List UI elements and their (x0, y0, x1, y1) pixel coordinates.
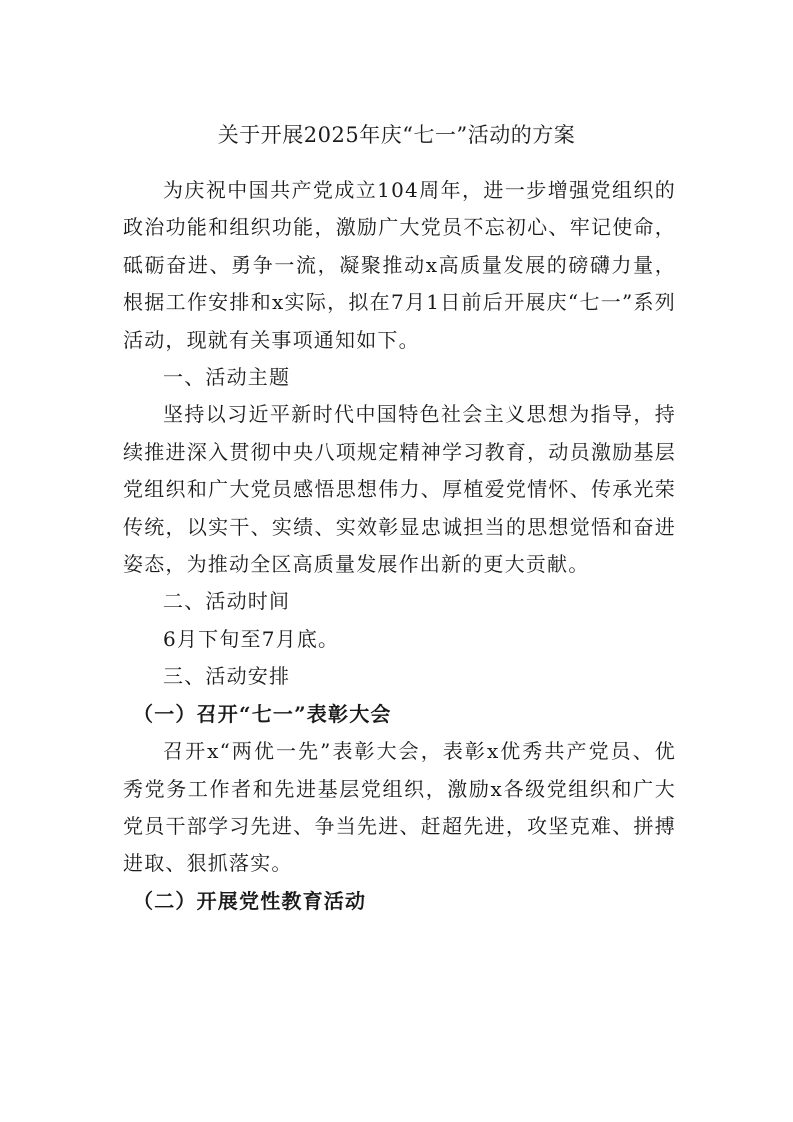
subsection-body-commendation: 召开x“两优一先”表彰大会，表彰x优秀共产党员、优秀党务工作者和先进基层党组织，激励x各级党组织和广大党员干部学习先进、争当先进、赶超先进，攻坚克难、拼搏进取、狠抓落实。 (123, 739, 676, 876)
document-title: 关于开展2025年庆“七一”活动的方案 (217, 123, 576, 147)
section-body-time: 6月下旬至7月底。 (163, 626, 340, 651)
subsection-heading-commendation: （一）召开“七一”表彰大会 (133, 701, 392, 726)
section-heading-arrangement: 三、活动安排 (163, 664, 291, 689)
intro-paragraph: 为庆祝中国共产党成立104周年，进一步增强党组织的政治功能和组织功能，激励广大党员不忘初心、牢记使命，砥砺奋进、勇争一流，凝聚推动x高质量发展的磅礴力量，根据工作安排和x实际，拟在7月1日前后开展庆“七一”系列活动，现就有关事项通知如下。 (123, 178, 676, 352)
section-heading-theme: 一、活动主题 (163, 365, 291, 390)
section-heading-time: 二、活动时间 (163, 589, 291, 614)
subsection-heading-education: （二）开展党性教育活动 (133, 888, 367, 913)
section-body-theme: 坚持以习近平新时代中国特色社会主义思想为指导，持续推进深入贯彻中央八项规定精神学习教育，动员激励基层党组织和广大党员感悟思想伟力、厚植爱党情怀、传承光荣传统，以实干、实绩、实效彰显忠诚担当的思想觉悟和奋进姿态，为推动全区高质量发展作出新的更大贡献。 (123, 402, 676, 577)
document-body (123, 172, 676, 920)
